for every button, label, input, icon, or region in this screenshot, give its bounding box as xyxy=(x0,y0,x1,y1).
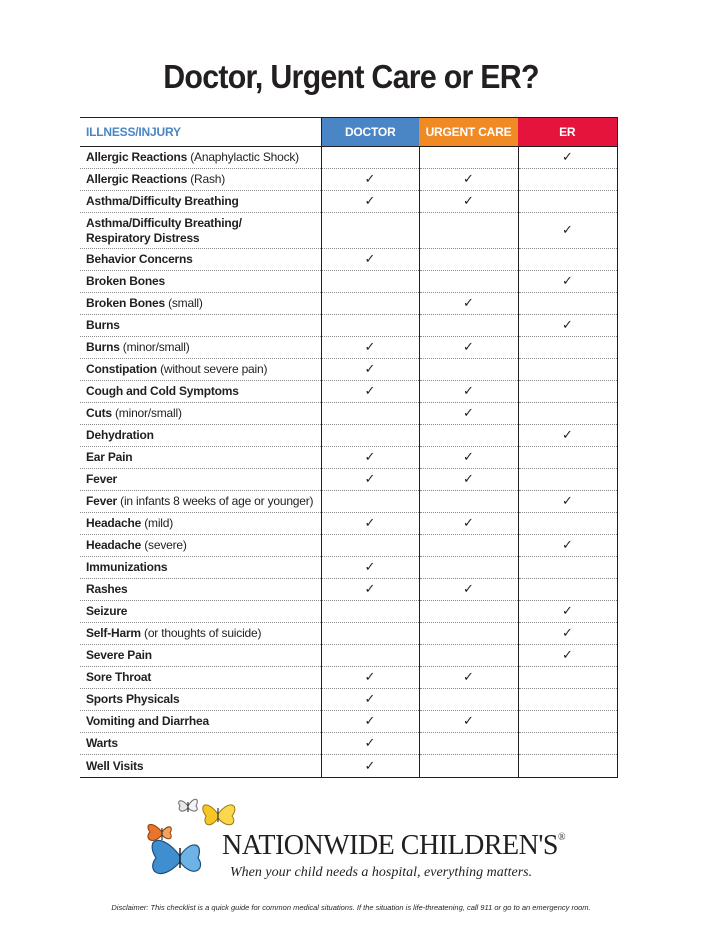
illness-name-cell xyxy=(80,535,321,557)
check-cell-urgent-care xyxy=(419,271,518,293)
check-cell-urgent-care xyxy=(419,381,518,403)
check-cell-urgent-care xyxy=(419,469,518,491)
check-cell-doctor xyxy=(321,579,419,601)
table-row xyxy=(80,645,617,667)
check-cell-urgent-care xyxy=(419,623,518,645)
illness-name: Fever xyxy=(86,472,118,486)
checkmark-icon: ✓ xyxy=(364,362,376,377)
table-row xyxy=(80,147,617,169)
illness-name: Cough and Cold Symptoms xyxy=(86,384,239,398)
illness-name-cell xyxy=(80,557,321,579)
checkmark-icon: ✓ xyxy=(364,340,376,355)
check-cell-er xyxy=(518,535,617,557)
illness-name-cell xyxy=(80,711,321,733)
check-cell-urgent-care xyxy=(419,579,518,601)
check-cell-urgent-care xyxy=(419,191,518,213)
table-row xyxy=(80,169,617,191)
checkmark-icon: ✓ xyxy=(463,340,474,355)
check-cell-urgent-care xyxy=(419,213,518,249)
illness-note: (small) xyxy=(164,296,203,310)
illness-note: (severe) xyxy=(141,538,187,552)
illness-name: Asthma/Difficulty Breathing xyxy=(86,194,239,208)
table-row xyxy=(80,337,617,359)
checkmark-icon: ✓ xyxy=(463,406,474,421)
illness-name-cell xyxy=(80,623,321,645)
table-row xyxy=(80,733,617,755)
table-row xyxy=(80,667,617,689)
checkmark-icon: ✓ xyxy=(463,172,474,187)
header-er: ER xyxy=(518,118,617,147)
checkmark-icon: ✓ xyxy=(364,736,376,751)
illness-name: Burns xyxy=(86,340,120,354)
check-cell-er xyxy=(518,601,617,623)
illness-name-cell xyxy=(80,601,321,623)
illness-name-cell xyxy=(80,337,321,359)
illness-note: (minor/small) xyxy=(111,406,182,420)
table-row xyxy=(80,755,617,778)
illness-name: Broken Bones xyxy=(86,274,165,288)
table-header-row xyxy=(80,118,617,147)
check-cell-urgent-care xyxy=(419,315,518,337)
table-row xyxy=(80,315,617,337)
illness-note: (without severe pain) xyxy=(156,362,268,376)
table-row xyxy=(80,425,617,447)
illness-name-cell xyxy=(80,645,321,667)
illness-note: (Rash) xyxy=(187,172,226,186)
checkmark-icon: ✓ xyxy=(364,252,376,267)
illness-name-cell xyxy=(80,271,321,293)
illness-name: Fever xyxy=(86,494,118,508)
table-row xyxy=(80,469,617,491)
illness-name: Constipation xyxy=(86,362,157,376)
illness-name-cell xyxy=(80,147,321,169)
illness-name: Headache xyxy=(86,538,142,552)
checkmark-icon: ✓ xyxy=(562,150,573,165)
check-cell-er xyxy=(518,557,617,579)
check-cell-er xyxy=(518,213,617,249)
illness-name-cell xyxy=(80,667,321,689)
check-cell-urgent-care xyxy=(419,513,518,535)
nationwide-childrens-logo xyxy=(144,790,564,890)
checkmark-icon: ✓ xyxy=(364,560,376,575)
check-cell-doctor xyxy=(321,249,419,271)
illness-name-cell xyxy=(80,513,321,535)
check-cell-urgent-care xyxy=(419,755,518,778)
check-cell-er xyxy=(518,755,617,778)
illness-name-cell xyxy=(80,579,321,601)
checkmark-icon: ✓ xyxy=(463,194,474,209)
check-cell-er xyxy=(518,689,617,711)
check-cell-urgent-care xyxy=(419,425,518,447)
check-cell-urgent-care xyxy=(419,359,518,381)
illness-note: (Anaphylactic Shock) xyxy=(187,150,299,164)
check-cell-urgent-care xyxy=(419,491,518,513)
check-cell-er xyxy=(518,425,617,447)
table-row xyxy=(80,403,617,425)
check-cell-er xyxy=(518,733,617,755)
check-cell-doctor xyxy=(321,469,419,491)
check-cell-doctor xyxy=(321,191,419,213)
table-row xyxy=(80,491,617,513)
check-cell-er xyxy=(518,169,617,191)
check-cell-doctor xyxy=(321,403,419,425)
illness-name: Sore Throat xyxy=(86,670,152,684)
header-illness-injury: ILLNESS/INJURY xyxy=(80,118,321,147)
illness-name-cell xyxy=(80,293,321,315)
table-row xyxy=(80,513,617,535)
check-cell-er xyxy=(518,711,617,733)
illness-name: Asthma/Difficulty Breathing/ xyxy=(86,215,242,230)
check-cell-doctor xyxy=(321,447,419,469)
check-cell-doctor xyxy=(321,601,419,623)
check-cell-doctor xyxy=(321,733,419,755)
check-cell-doctor xyxy=(321,293,419,315)
checkmark-icon: ✓ xyxy=(562,318,573,333)
illness-name: Behavior Concerns xyxy=(86,252,193,266)
checkmark-icon: ✓ xyxy=(364,582,376,597)
table-row xyxy=(80,557,617,579)
illness-name-cell xyxy=(80,249,321,271)
check-cell-urgent-care xyxy=(419,169,518,191)
illness-name: Allergic Reactions xyxy=(86,172,188,186)
illness-name-cell xyxy=(80,425,321,447)
check-cell-doctor xyxy=(321,315,419,337)
check-cell-doctor xyxy=(321,147,419,169)
brand-tagline: When your child needs a hospital, everything matters. xyxy=(230,865,533,880)
brand-text: NATIONWIDE CHILDREN'S xyxy=(222,830,558,861)
illness-name-cell xyxy=(80,733,321,755)
illness-name: Severe Pain xyxy=(86,648,152,662)
check-cell-doctor xyxy=(321,755,419,778)
illness-note: (or thoughts of suicide) xyxy=(140,626,262,640)
check-cell-urgent-care xyxy=(419,249,518,271)
checkmark-icon: ✓ xyxy=(562,626,573,641)
table-row xyxy=(80,381,617,403)
illness-name: Allergic Reactions xyxy=(86,150,188,164)
checkmark-icon: ✓ xyxy=(562,538,573,553)
checkmark-icon: ✓ xyxy=(562,648,573,663)
checkmark-icon: ✓ xyxy=(364,758,376,774)
illness-name-cell xyxy=(80,213,321,249)
check-cell-doctor xyxy=(321,359,419,381)
check-cell-er xyxy=(518,337,617,359)
check-cell-urgent-care xyxy=(419,147,518,169)
table-row xyxy=(80,601,617,623)
check-cell-doctor xyxy=(321,689,419,711)
check-cell-er xyxy=(518,403,617,425)
checkmark-icon: ✓ xyxy=(364,714,376,729)
illness-note: (in infants 8 weeks of age or younger) xyxy=(117,494,314,508)
checkmark-icon: ✓ xyxy=(364,194,376,209)
illness-name: Warts xyxy=(86,736,118,750)
checkmark-icon: ✓ xyxy=(364,692,376,707)
table-row xyxy=(80,213,617,249)
check-cell-er xyxy=(518,579,617,601)
page-title: Doctor, Urgent Care or ER? xyxy=(163,58,539,95)
checkmark-icon: ✓ xyxy=(364,450,376,465)
check-cell-doctor xyxy=(321,711,419,733)
check-cell-er xyxy=(518,513,617,535)
checkmark-icon: ✓ xyxy=(364,670,376,685)
illness-name: Headache xyxy=(86,516,142,530)
table-row xyxy=(80,359,617,381)
illness-name: Self-Harm xyxy=(86,626,141,640)
table-body xyxy=(80,147,617,778)
check-cell-doctor xyxy=(321,645,419,667)
check-cell-er xyxy=(518,359,617,381)
illness-name: Ear Pain xyxy=(86,450,133,464)
illness-name: Burns xyxy=(86,318,120,332)
table-row xyxy=(80,579,617,601)
illness-name: Seizure xyxy=(86,604,128,618)
check-cell-doctor xyxy=(321,381,419,403)
illness-name-cell xyxy=(80,491,321,513)
table-row xyxy=(80,191,617,213)
check-cell-doctor xyxy=(321,169,419,191)
brand-name xyxy=(222,830,565,862)
check-cell-urgent-care xyxy=(419,447,518,469)
illness-name: Cuts xyxy=(86,406,112,420)
check-cell-doctor xyxy=(321,623,419,645)
table-row xyxy=(80,689,617,711)
header-doctor: DOCTOR xyxy=(321,118,419,147)
check-cell-doctor xyxy=(321,535,419,557)
check-cell-er xyxy=(518,645,617,667)
check-cell-urgent-care xyxy=(419,403,518,425)
check-cell-urgent-care xyxy=(419,733,518,755)
check-cell-er xyxy=(518,469,617,491)
illness-name: Dehydration xyxy=(86,428,154,442)
check-cell-urgent-care xyxy=(419,535,518,557)
header-urgent-care: URGENT CARE xyxy=(419,118,518,147)
table-row xyxy=(80,293,617,315)
registered-mark: ® xyxy=(557,832,566,843)
check-cell-er xyxy=(518,147,617,169)
illness-name: Sports Physicals xyxy=(86,692,180,706)
table-row xyxy=(80,447,617,469)
check-cell-doctor xyxy=(321,557,419,579)
checkmark-icon: ✓ xyxy=(463,714,474,729)
check-cell-er xyxy=(518,667,617,689)
checkmark-icon: ✓ xyxy=(562,494,573,509)
checkmark-icon: ✓ xyxy=(463,670,474,685)
disclaimer: Disclaimer: This checklist is a quick guide for common medical situations. If the situation is life-threatening, call 911 or go to an emergency room. xyxy=(111,903,591,912)
check-cell-er xyxy=(518,249,617,271)
check-cell-doctor xyxy=(321,213,419,249)
check-cell-er xyxy=(518,491,617,513)
illness-name-cell xyxy=(80,191,321,213)
check-cell-er xyxy=(518,191,617,213)
checkmark-icon: ✓ xyxy=(562,223,573,238)
check-cell-urgent-care xyxy=(419,667,518,689)
checkmark-icon: ✓ xyxy=(562,428,573,443)
illness-name: Immunizations xyxy=(86,560,168,574)
check-cell-er xyxy=(518,381,617,403)
checkmark-icon: ✓ xyxy=(463,296,474,311)
checkmark-icon: ✓ xyxy=(364,472,376,487)
check-cell-er xyxy=(518,315,617,337)
table-row xyxy=(80,711,617,733)
check-cell-doctor xyxy=(321,491,419,513)
check-cell-doctor xyxy=(321,271,419,293)
table-row xyxy=(80,623,617,645)
checkmark-icon: ✓ xyxy=(364,384,376,399)
table-row xyxy=(80,249,617,271)
illness-note: (mild) xyxy=(141,516,174,530)
illness-note: (minor/small) xyxy=(119,340,190,354)
illness-name: Well Visits xyxy=(86,758,144,773)
illness-name: Vomiting and Diarrhea xyxy=(86,714,209,728)
table-row xyxy=(80,535,617,557)
illness-name-cell xyxy=(80,315,321,337)
table-row xyxy=(80,271,617,293)
check-cell-doctor xyxy=(321,513,419,535)
checkmark-icon: ✓ xyxy=(364,516,376,531)
checkmark-icon: ✓ xyxy=(463,582,474,597)
check-cell-urgent-care xyxy=(419,337,518,359)
illness-name-cell xyxy=(80,469,321,491)
check-cell-er xyxy=(518,447,617,469)
illness-name-cell xyxy=(80,689,321,711)
care-comparison-table-container xyxy=(80,117,617,778)
illness-name: Rashes xyxy=(86,582,128,596)
check-cell-er xyxy=(518,271,617,293)
checkmark-icon: ✓ xyxy=(463,516,474,531)
checkmark-icon: ✓ xyxy=(562,274,573,289)
check-cell-urgent-care xyxy=(419,601,518,623)
check-cell-doctor xyxy=(321,667,419,689)
check-cell-er xyxy=(518,623,617,645)
illness-name-cell xyxy=(80,381,321,403)
checkmark-icon: ✓ xyxy=(364,172,376,187)
check-cell-er xyxy=(518,293,617,315)
illness-name-line2: Respiratory Distress xyxy=(86,230,200,245)
checkmark-icon: ✓ xyxy=(562,604,573,619)
check-cell-doctor xyxy=(321,337,419,359)
check-cell-doctor xyxy=(321,425,419,447)
check-cell-urgent-care xyxy=(419,689,518,711)
illness-name-cell xyxy=(80,169,321,191)
checkmark-icon: ✓ xyxy=(463,384,474,399)
illness-name-cell xyxy=(80,403,321,425)
checkmark-icon: ✓ xyxy=(463,472,474,487)
check-cell-urgent-care xyxy=(419,711,518,733)
checkmark-icon: ✓ xyxy=(463,450,474,465)
check-cell-urgent-care xyxy=(419,645,518,667)
check-cell-urgent-care xyxy=(419,293,518,315)
illness-name: Broken Bones xyxy=(86,296,165,310)
care-comparison-table xyxy=(80,117,618,778)
illness-name-cell xyxy=(80,447,321,469)
illness-name-cell xyxy=(80,755,321,778)
check-cell-urgent-care xyxy=(419,557,518,579)
illness-name-cell xyxy=(80,359,321,381)
